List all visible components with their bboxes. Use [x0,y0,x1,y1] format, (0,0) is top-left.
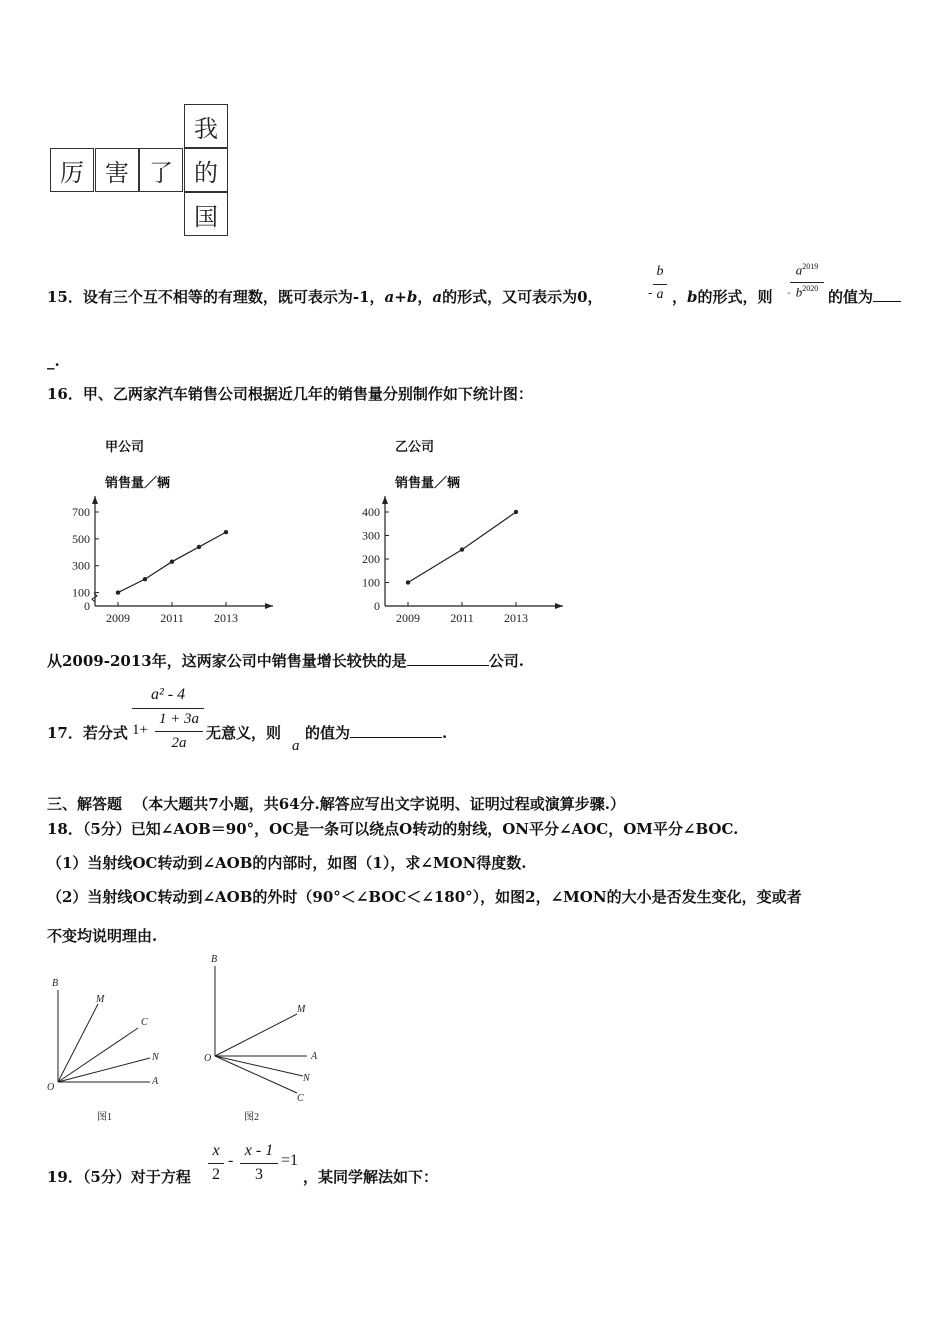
label-a: A [311,1051,318,1062]
label-c: C [297,1093,304,1104]
fraction-bar [132,708,204,709]
data-point [116,590,120,594]
section-title: 三、解答题 [47,795,123,813]
x-tick-label: 2013 [214,611,238,625]
answer-blank [350,723,442,738]
x-tick-label: 2013 [504,611,528,625]
q18-line1: 18．（5分）已知∠AOB＝90°，OC是一条可以绕点O转动的射线，ON平分∠AOC，OM平分∠BOC. [47,820,739,838]
section-heading [47,793,625,814]
data-point [197,545,201,549]
cube-face: 的 [184,148,228,192]
q15-text-c: 的形式，则 [697,288,773,306]
question-number: 19． [47,1168,83,1186]
q19-text-line [47,1166,191,1187]
fraction-bar [208,1163,224,1164]
q16-answer-line [47,650,524,671]
cube-face: 厉 [50,148,94,192]
ray-oc [58,1028,138,1082]
answer-blank [873,287,901,302]
y-tick-label: 300 [362,528,380,543]
q17-text-a: 若分式 [82,724,128,742]
y-axis-arrow [382,496,388,504]
x-tick-label: 2011 [450,611,474,625]
label-m: M [297,1004,306,1015]
chart-ylabel: 销售量／辆 [395,476,461,491]
q15-text-a: 设有三个互不相等的有理数，既可表示为-1， [82,288,385,306]
q17-numerator: a² - 4 [150,686,186,703]
q15-expr: a+b [384,288,418,306]
ray-oc [215,1056,297,1093]
answer-blank [407,651,489,666]
data-point [224,530,228,534]
figure-caption: 图2 [244,1112,259,1123]
x-axis-arrow [555,603,563,609]
q18-part2: （2）当射线OC转动到∠AOB的外时（90°＜∠BOC＜∠180°），如图2，∠MON的大小是否发生变化，变或者 [47,888,802,906]
q16-text-line [47,383,533,404]
y-tick-label: 100 [362,575,380,590]
q19-text: ，某同学解法如下： [303,1168,439,1186]
q15-continuation: _. [47,352,60,370]
cube-face: 了 [139,148,183,192]
q17-inner-num: 1 + 3a [158,711,200,727]
q19-score: （5分）对于方程 [82,1168,191,1186]
cube-face-top: 我 [184,104,228,148]
data-point [406,580,410,584]
x-tick-label: 2009 [106,611,130,625]
label-n: N [152,1052,159,1063]
y-tick-label: 700 [72,505,90,519]
exponent: 2019 [802,262,819,271]
q15-frac2-den [790,284,824,300]
q16-answer-prefix: 从2009-2013年，这两家公司中销售量增长较快的是 [47,652,407,670]
x-tick-label: 2011 [160,611,184,625]
fraction-bar [790,282,824,283]
label-c: C [141,1017,148,1028]
x-tick-label: 2009 [396,611,420,625]
q17-var: a [292,738,300,754]
q15-var-b: b [687,288,698,306]
ray-on [215,1056,303,1076]
q15-sep: ， [672,288,688,306]
data-point [170,559,174,563]
q15-text-b: 的形式，又可表示为0， [442,288,603,306]
question-number: 15． [47,288,83,306]
chart-yi [345,490,575,630]
q18-part2b: 不变均说明理由. [47,927,158,945]
fraction-bar [240,1163,278,1164]
y-tick-label: 200 [362,552,380,566]
chart-title: 乙公司 [395,440,435,455]
label-n: N [303,1073,310,1084]
q15-frac2-num [790,262,824,278]
q17-text-line [47,722,128,743]
q17-inner-den: 2a [171,735,187,751]
data-point [143,577,147,581]
y-tick-label: 400 [362,505,380,519]
q18-part1: （1）当射线OC转动到∠AOB的内部时，如图（1），求∠MON得度数. [47,854,527,872]
q19-rhs: =1 [281,1152,299,1169]
q19-f2-num: x - 1 [244,1142,274,1159]
fraction-bar [155,731,203,732]
x-axis-arrow [265,603,273,609]
chart-jia [55,490,285,630]
y-tick-label: 500 [72,531,90,546]
q15-var-a: a [432,288,443,306]
q16-text: 甲、乙两家汽车销售公司根据近几年的销售量分别制作如下统计图： [82,385,533,403]
base: a [795,262,803,278]
question-number: 16． [47,385,83,403]
label-o: O [47,1082,55,1093]
q15-frac1-den: a [656,287,664,302]
cube-face-bottom: 国 [184,192,228,236]
cube-face: 害 [95,148,139,192]
q17-text-line-2 [305,722,447,743]
q15-text-line-3 [828,286,901,307]
q15-text-line [47,286,603,307]
base: b [795,284,803,300]
q16-answer-suffix: 公司. [488,652,524,670]
question-number: 17． [47,724,83,742]
data-point [460,547,464,551]
q19-f1-num: x [212,1142,220,1159]
q15-sep: ， [417,288,433,306]
q19-minus: - [228,1152,234,1169]
label-a: A [152,1076,159,1087]
y-tick-label: 100 [72,585,90,600]
ray-om [215,1014,297,1056]
q17-text-c: 的值为 [305,724,351,742]
figure-caption: 图1 [97,1112,112,1122]
q15-text-d: 的值为 [828,288,874,306]
q17-text-b: 无意义，则 [206,724,282,742]
label-m: M [96,994,105,1005]
q19-f2-den: 3 [255,1166,263,1183]
y-axis-arrow [92,496,98,504]
q17-end: . [442,724,448,742]
y-tick-label: 0 [374,599,380,613]
series-line [408,512,516,583]
exponent: 2020 [802,284,819,293]
chart-ylabel: 销售量／辆 [105,476,171,491]
label-o: O [204,1053,212,1064]
fraction-bar [653,284,667,285]
figure-2 [195,948,335,1123]
label-b: B [52,978,59,989]
q17-den-lead: 1+ [132,722,148,738]
y-tick-label: 0 [84,599,90,613]
y-tick-label: 300 [72,558,90,573]
q19-f1-den: 2 [212,1166,220,1183]
label-b: B [211,954,218,965]
q15-minus-2: - [787,286,791,299]
q15-text-line-2 [672,286,773,307]
figure-1 [40,972,180,1122]
q15-frac1-num: b [656,264,664,279]
q15-minus: - [648,286,653,301]
section-note: （本大题共7小题，共64分.解答应写出文字说明、证明过程或演算步骤.） [133,795,626,813]
data-point [514,510,518,514]
chart-title: 甲公司 [105,440,145,455]
ray-on [58,1058,150,1082]
ray-om [58,1004,98,1082]
